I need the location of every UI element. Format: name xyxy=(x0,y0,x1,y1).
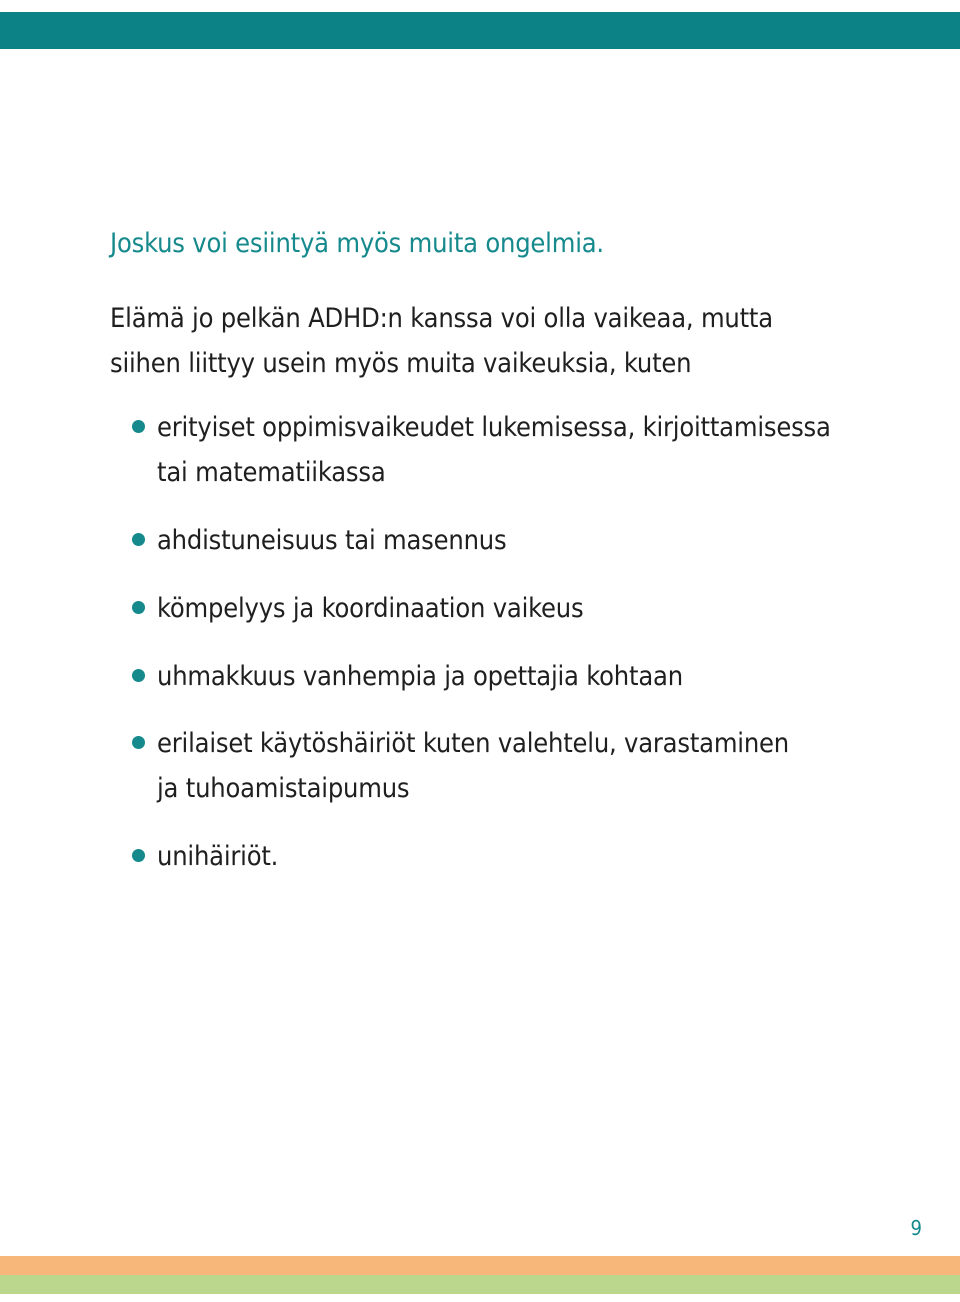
list-item-line: ja tuhoamistaipumus xyxy=(157,773,410,804)
intro-line: siihen liittyy usein myös muita vaikeuksia, kuten xyxy=(110,348,692,379)
list-item-text xyxy=(157,654,683,699)
list-item-text xyxy=(157,834,278,879)
intro-paragraph xyxy=(110,296,773,386)
bullet-dot-icon xyxy=(132,533,145,546)
list-item-line: erilaiset käytöshäiriöt kuten valehtelu, varastaminen xyxy=(157,728,789,759)
list-item-line: tai matematiikassa xyxy=(157,457,386,488)
list-item-text xyxy=(157,405,831,495)
list-item-text xyxy=(157,586,583,631)
bottom-green-band xyxy=(0,1275,960,1294)
list-item-line: uhmakkuus vanhempia ja opettajia kohtaan xyxy=(157,661,683,692)
page-number: 9 xyxy=(910,1216,922,1240)
bullet-dot-icon xyxy=(132,669,145,682)
list-item-line: ahdistuneisuus tai masennus xyxy=(157,525,507,556)
list-item-text xyxy=(157,721,789,811)
bullet-dot-icon xyxy=(132,601,145,614)
section-heading: Joskus voi esiintyä myös muita ongelmia. xyxy=(110,228,604,259)
bullet-dot-icon xyxy=(132,420,145,433)
list-item-line: kömpelyys ja koordinaation vaikeus xyxy=(157,593,584,624)
top-color-band xyxy=(0,12,960,49)
list-item-line: unihäiriöt. xyxy=(157,841,279,872)
bottom-orange-band xyxy=(0,1256,960,1275)
list-item-line: erityiset oppimisvaikeudet lukemisessa, kirjoittamisessa xyxy=(157,412,831,443)
list-item-text xyxy=(157,518,506,563)
bullet-dot-icon xyxy=(132,849,145,862)
intro-line: Elämä jo pelkän ADHD:n kanssa voi olla vaikeaa, mutta xyxy=(110,303,773,334)
bullet-dot-icon xyxy=(132,736,145,749)
